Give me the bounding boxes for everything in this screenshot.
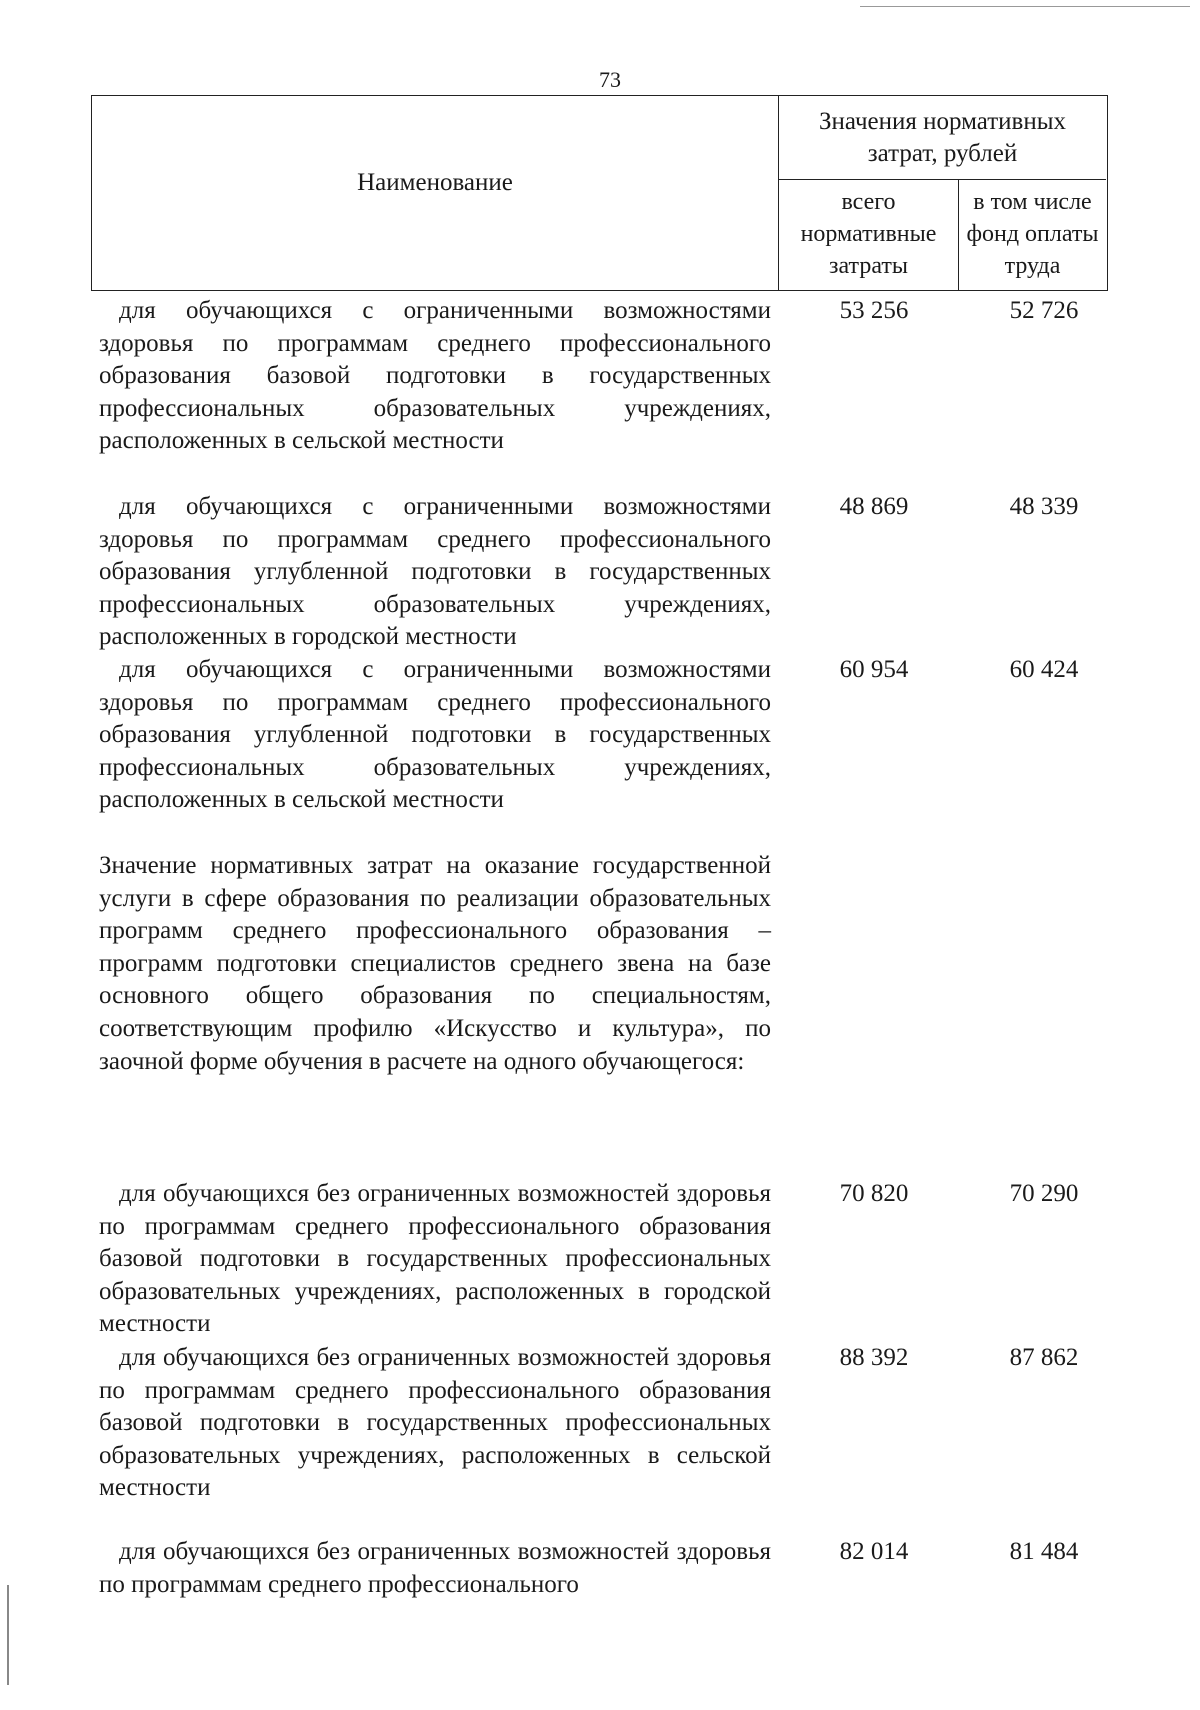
row-description: для обучающихся с ограниченными возможностями здоровья по программам среднего профессионального образования базовой подготовки в государственных профессиональных образовательных учреждениях, расположенных в сельской местности: [99, 297, 771, 455]
row-payroll-value: 81 484: [1009, 1538, 1079, 1565]
row-payroll-value: 60 424: [1009, 656, 1079, 683]
row-total-value: 53 256: [839, 297, 909, 324]
row-total-value: 82 014: [839, 1538, 909, 1565]
section-heading-text: Значение нормативных затрат на оказание государственной услуги в сфере образования по реализации образовательных программ среднего профессионального образования – программ подготовки специалистов среднего звена на базе основного общего образования по специальностям, соответствующим профилю «Искусство и культура», по заочной форме обучения в расчете на одного обучающегося:: [99, 852, 771, 1075]
header-total-line2: нормативные: [800, 221, 937, 247]
row-total-value: 60 954: [839, 656, 909, 683]
header-total-line3: затраты: [829, 253, 908, 279]
row-payroll-value: 70 290: [1009, 1180, 1079, 1207]
header-payroll-line2: фонд оплаты: [966, 221, 1099, 247]
row-description: для обучающихся с ограниченными возможностями здоровья по программам среднего профессионального образования углубленной подготовки в государственных профессиональных образовательных учреждениях, расположенных в сельской местности: [99, 656, 771, 814]
scan-edge-line: [860, 6, 1190, 7]
page-number: 73: [599, 67, 621, 92]
row-description: для обучающихся без ограниченных возможностей здоровья по программам среднего профессионального образования базовой подготовки в государственных профессиональных образовательных учреждениях, расположенных в городской местности: [99, 1180, 771, 1338]
header-values-group: [779, 96, 1106, 180]
header-values-line2: затрат, рублей: [867, 140, 1018, 167]
row-payroll-value: 87 862: [1009, 1344, 1079, 1371]
header-name-column: Наименование: [92, 96, 779, 290]
row-payroll-value: 52 726: [1009, 297, 1079, 324]
header-total-column: [779, 180, 959, 290]
header-payroll-line1: в том числе: [973, 189, 1092, 215]
row-payroll-value: 48 339: [1009, 493, 1079, 520]
row-total-value: 88 392: [839, 1344, 909, 1371]
table-header: [91, 95, 1108, 291]
header-total-line1: всего: [841, 189, 896, 215]
header-payroll-line3: труда: [1004, 253, 1061, 279]
header-values-line1: Значения нормативных: [818, 108, 1067, 135]
row-description: для обучающихся с ограниченными возможностями здоровья по программам среднего профессионального образования углубленной подготовки в государственных профессиональных образовательных учреждениях, расположенных в городской местности: [99, 493, 771, 651]
scan-margin-line: [7, 1585, 9, 1685]
row-total-value: 70 820: [839, 1180, 909, 1207]
row-description: для обучающихся без ограниченных возможностей здоровья по программам среднего профессионального: [99, 1538, 771, 1598]
header-payroll-column: [959, 180, 1106, 296]
row-description: для обучающихся без ограниченных возможностей здоровья по программам среднего профессионального образования базовой подготовки в государственных профессиональных образовательных учреждениях, расположенных в сельской местности: [99, 1344, 771, 1502]
row-total-value: 48 869: [839, 493, 909, 520]
